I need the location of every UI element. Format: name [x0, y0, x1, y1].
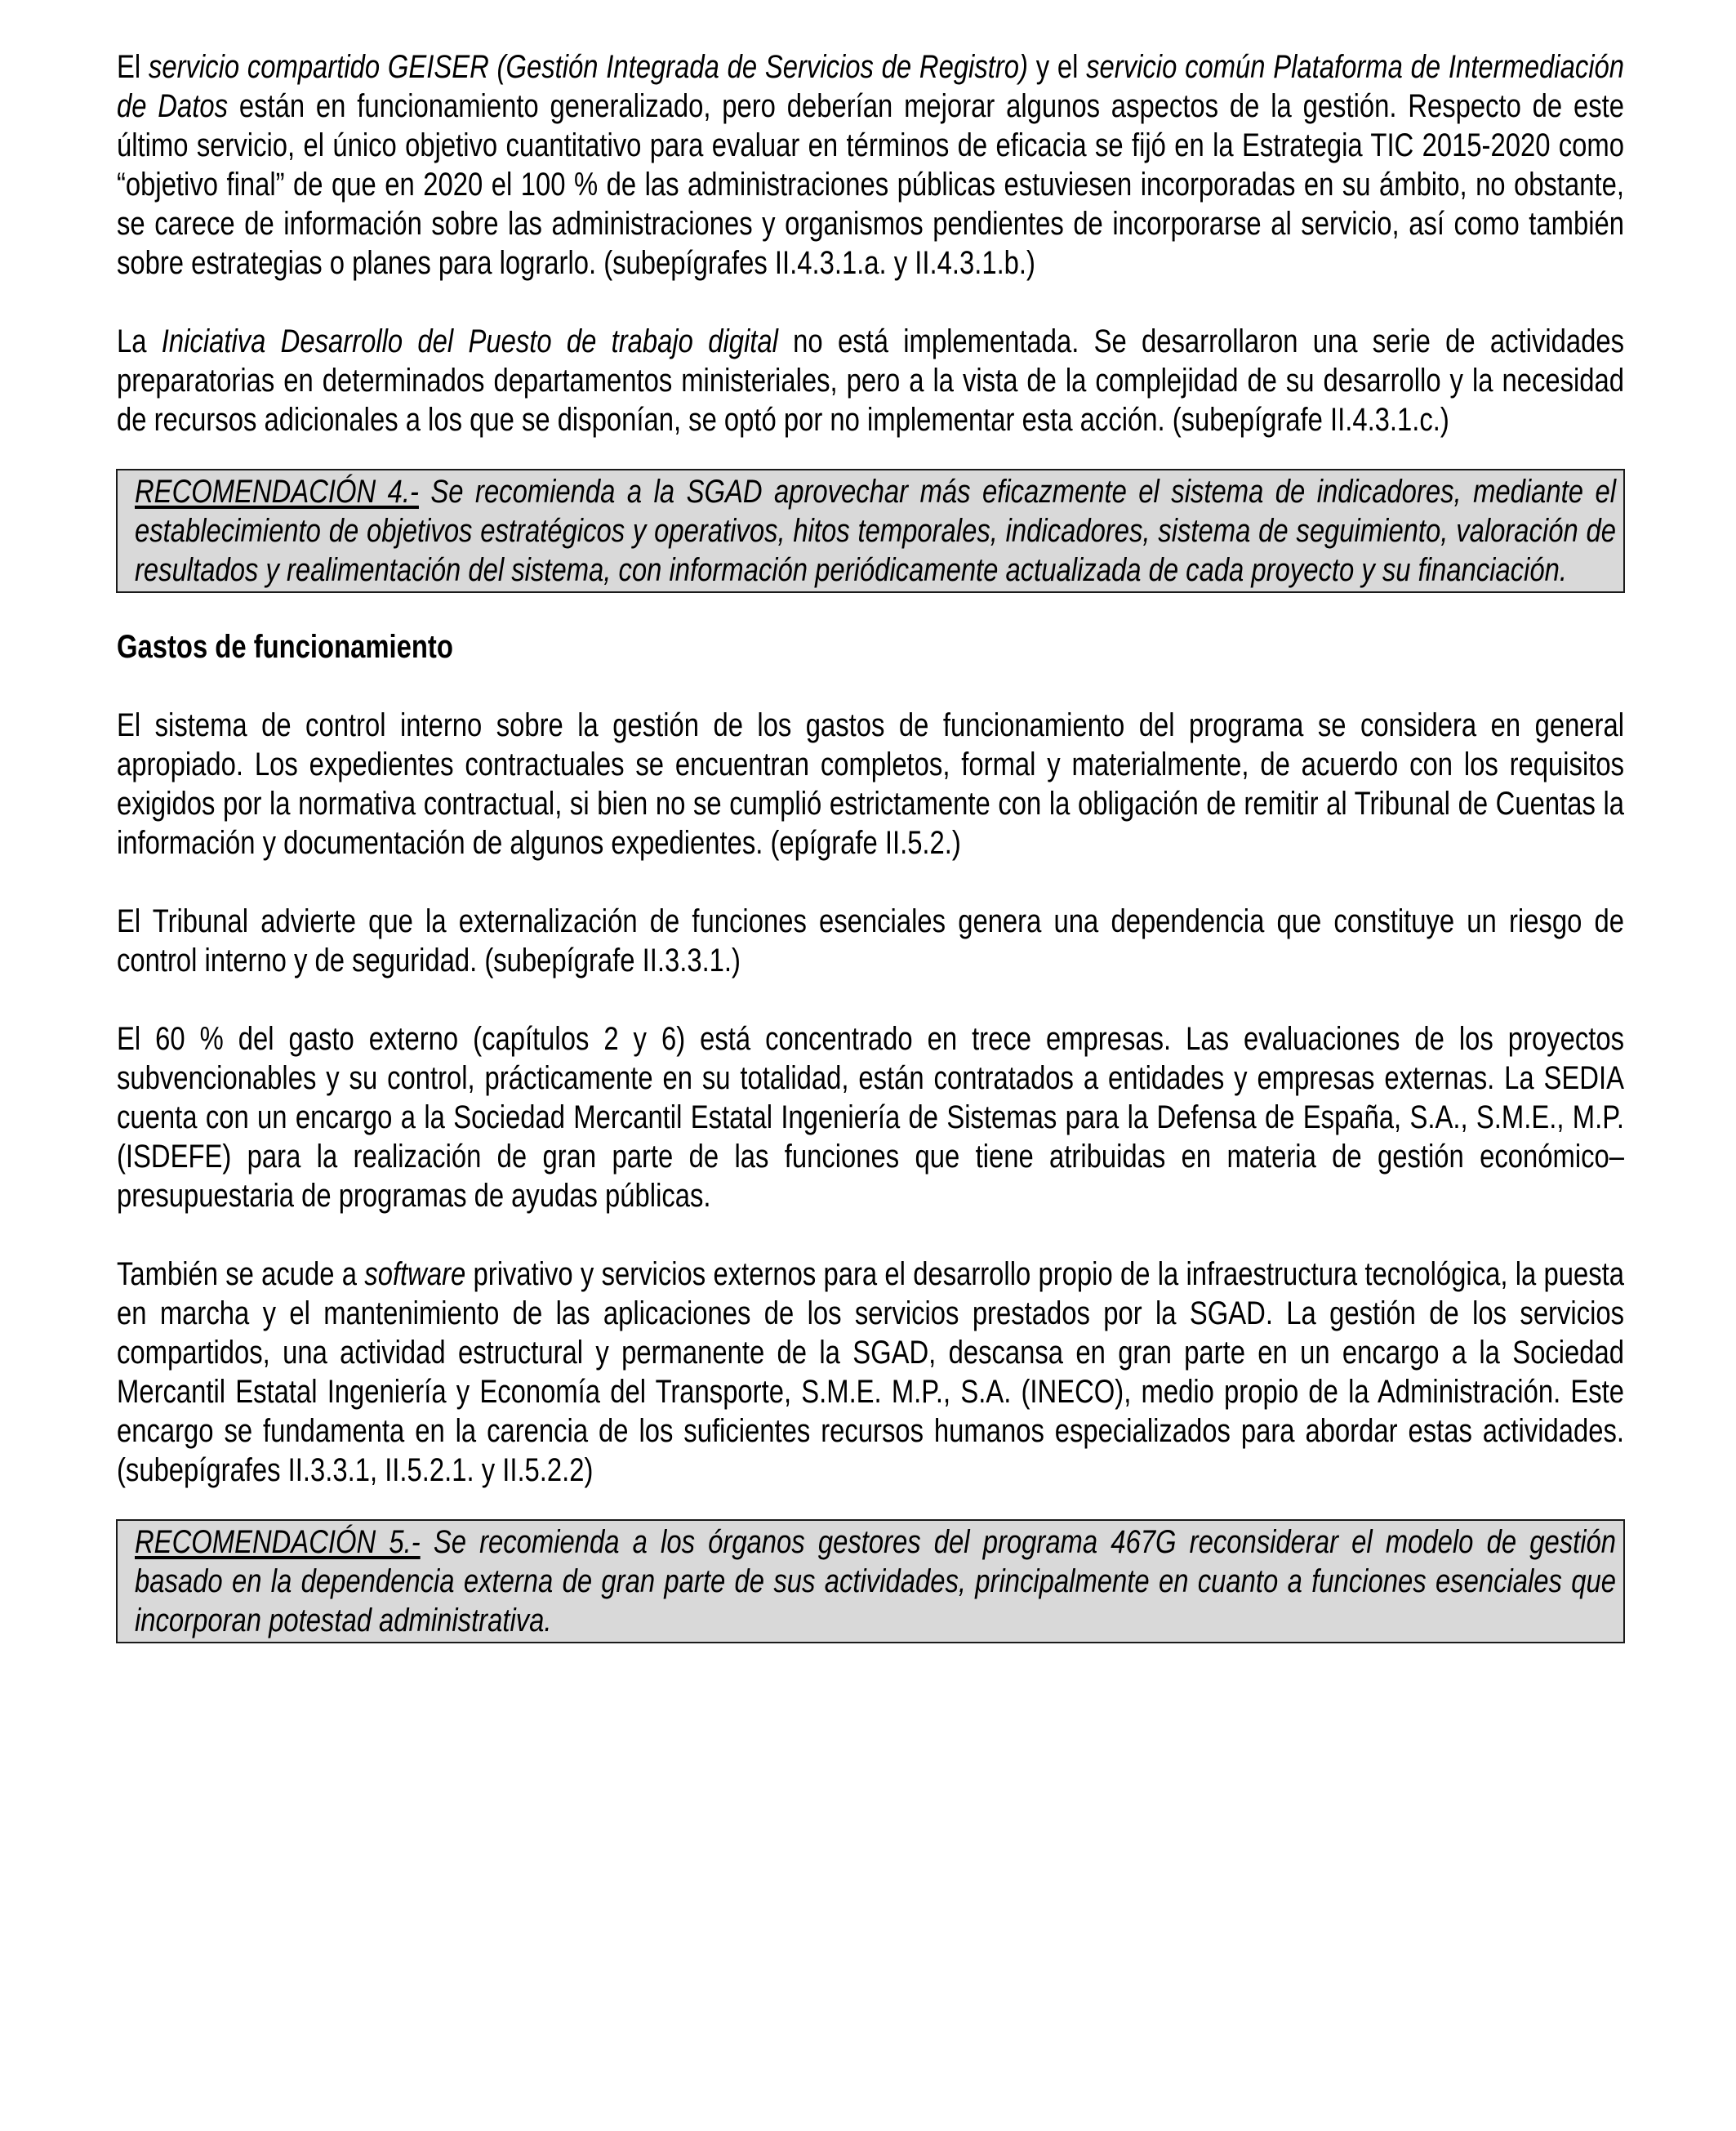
recommendation-4-body: Se recomienda a la SGAD aprovechar más eficazmente el sistema de indicadores, mediante el establecimiento de objetivos estratégicos y operativos, hitos temporales, indicadores, sistema de seguimiento, valoración de resultados y realimentación del sistema, con información periódicamente actualizada de cada proyecto y su financiación.	[135, 474, 1616, 588]
paragraph-geiser	[117, 47, 1624, 283]
recommendation-4-text	[135, 472, 1616, 590]
emphasis-software: software	[364, 1256, 466, 1292]
document-page	[117, 47, 1624, 1683]
text: privativo y servicios externos para el desarrollo propio de la infraestructura tecnológica, la puesta en marcha y el mantenimiento de las aplicaciones de los servicios prestados por la SGAD. La gestión de los servicios compartidos, una actividad estructural y permanente de la SGAD, descansa en gran parte en un encargo a la Sociedad Mercantil Estatal Ingeniería y Economía del Transporte, S.M.E. M.P., S.A. (INECO), medio propio de la Administración. Este encargo se fundamenta en la carencia de los suficientes recursos humanos especializados para abordar estas actividades. (subepígrafes II.3.3.1, II.5.2.1. y II.5.2.2)	[117, 1256, 1624, 1488]
text: También se acude a	[117, 1256, 365, 1292]
text: están en funcionamiento generalizado, pero deberían mejorar algunos aspectos de la gestión. Respecto de este último servicio, el único objetivo cuantitativo para evaluar en términos de eficacia se fijó en la Estrategia TIC 2015-2020 como “objetivo final” de que en 2020 el 100 % de las administraciones públicas estuviesen incorporadas en su ámbito, no obstante, se carece de información sobre las administraciones y organismos pendientes de incorporarse al servicio, así como también sobre estrategias o planes para lograrlo. (subepígrafes II.4.3.1.a. y II.4.3.1.b.)	[117, 88, 1624, 281]
text: no está implementada. Se desarrollaron una serie de actividades preparatorias en determinados departamentos ministeriales, pero a la vista de la complejidad de su desarrollo y la necesidad de recursos adicionales a los que se disponían, se optó por no implementar esta acción. (subepígrafe II.4.3.1.c.)	[117, 323, 1624, 438]
paragraph-gasto-externo: El 60 % del gasto externo (capítulos 2 y 6) está concentrado en trece empresas. Las evaluaciones de los proyectos subvencionables y su control, prácticamente en su totalidad, están contratados a entidades y empresas externas. La SEDIA cuenta con un encargo a la Sociedad Mercantil Estatal Ingeniería de Sistemas para la Defensa de España, S.A., S.M.E., M.P. (ISDEFE) para la realización de gran parte de las funciones que tiene atribuidas en materia de gestión económico–presupuestaria de programas de ayudas públicas.	[117, 1021, 1624, 1214]
recommendation-5-text	[135, 1522, 1616, 1640]
emphasis-geiser: servicio compartido GEISER (Gestión Integrada de Servicios de Registro)	[148, 49, 1028, 85]
recommendation-5-body: Se recomienda a los órganos gestores del programa 467G reconsiderar el modelo de gestión basado en la dependencia externa de gran parte de sus actividades, principalmente en cuanto a funciones esenciales que incorporan potestad administrativa.	[135, 1524, 1617, 1638]
recommendation-box-5	[116, 1519, 1625, 1643]
paragraph-puesto-digital	[117, 322, 1624, 439]
recommendation-box-4	[116, 469, 1625, 593]
recommendation-5-title: RECOMENDACIÓN 5.-	[135, 1524, 421, 1560]
section-heading-gastos: Gastos de funcionamiento	[117, 629, 453, 665]
paragraph-software-privativo	[117, 1255, 1624, 1490]
emphasis-iniciativa: Iniciativa Desarrollo del Puesto de trabajo digital	[161, 323, 778, 359]
text: La	[117, 323, 162, 359]
text: y el	[1027, 49, 1087, 85]
emphasis-plataforma: servicio común Plataforma de Intermediación de Datos	[117, 49, 1624, 124]
recommendation-4-title: RECOMENDACIÓN 4.-	[135, 474, 419, 510]
paragraph-externalizacion: El Tribunal advierte que la externalización de funciones esenciales genera una dependencia que constituye un riesgo de control interno y de seguridad. (subepígrafe II.3.3.1.)	[117, 903, 1624, 979]
paragraph-control-interno: El sistema de control interno sobre la gestión de los gastos de funcionamiento del programa se considera en general apropiado. Los expedientes contractuales se encuentran completos, formal y materialmente, de acuerdo con los requisitos exigidos por la normativa contractual, si bien no se cumplió estrictamente con la obligación de remitir al Tribunal de Cuentas la información y documentación de algunos expedientes. (epígrafe II.5.2.)	[117, 707, 1624, 861]
text: El	[117, 49, 149, 85]
